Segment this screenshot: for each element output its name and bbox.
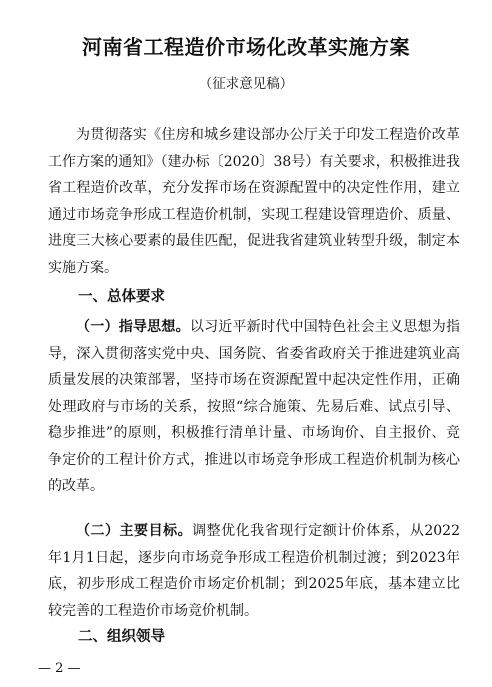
- main-goals-text: 调整优化我省现行定额计价体系，从2022年1月1日起，逐步向市场竞争形成工程造价机制过渡；到2023年底，初步形成工程造价市场定价机制；到2025年底，基本建立比较完善的工程造价市场竞价机制。: [48, 523, 460, 619]
- guiding-ideology-text: 以习近平新时代中国特色社会主义思想为指导，深入贯彻落实党中央、国务院、省委省政府关于推进建筑业高质量发展的决策部署，坚持市场在资源配置中起决定性作用，正确处理政府与市场的关系，按照“综合施策、先易后难、试点引导、稳步推进”的原则，积极推行清单计量、市场询价、自主报价、竞争定价的工程计价方式，推进以市场竞争形成工程造价机制为核心的改革。: [48, 319, 461, 494]
- main-goals-label: （二）主要目标。: [76, 523, 193, 539]
- intro-paragraph: 为贯彻落实《住房和城乡建设部办公厅关于印发工程造价改革工作方案的通知》（建办标〔2020〕38号）有关要求，积极推进我省工程造价改革，充分发挥市场在资源配置中的决定性作用，建立通过市场竞争形成工程造价机制，实现工程建设管理造价、质量、进度三大核心要素的最佳匹配，促进我省建筑业转型升级，制定本实施方案。: [48, 127, 460, 276]
- guiding-ideology-paragraph: [48, 314, 460, 500]
- section-heading-organization: 二、组织领导: [78, 629, 165, 645]
- guiding-ideology-label: （一）指导思想。: [76, 319, 190, 335]
- main-goals-paragraph: [48, 518, 460, 624]
- section-heading-general-requirements: 一、总体要求: [78, 289, 165, 305]
- page-number: — 2 —: [38, 661, 81, 676]
- document-title: 河南省工程造价市场化改革实施方案: [82, 35, 410, 59]
- document-subtitle: （征求意见稿）: [198, 76, 294, 92]
